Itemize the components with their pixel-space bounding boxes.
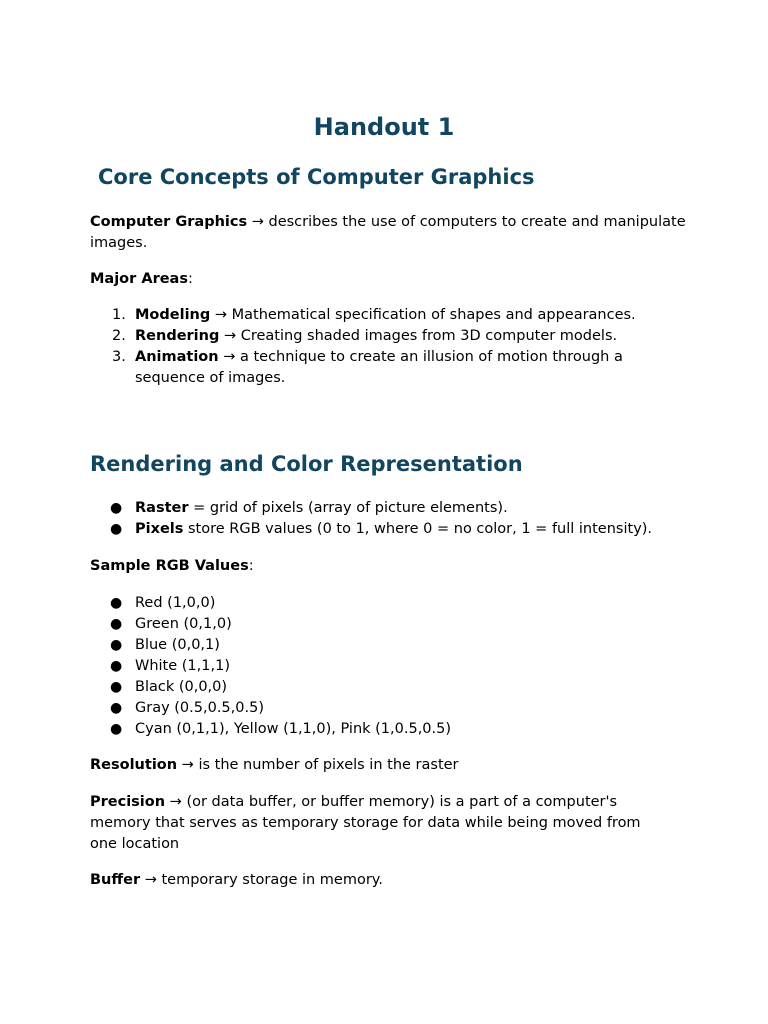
- list-number: 2.: [112, 328, 126, 344]
- list-item: [90, 614, 690, 635]
- buffer-text: → temporary storage in memory.: [140, 872, 383, 888]
- list-item: [90, 326, 690, 347]
- list-item: [90, 347, 690, 389]
- bullet-icon: ●: [110, 595, 123, 611]
- list-text: → Creating shaded images from 3D computer models.: [219, 328, 618, 344]
- major-areas-term: Major Areas: [90, 271, 188, 287]
- list-item: [90, 498, 690, 519]
- list-term: Pixels: [135, 521, 184, 537]
- list-item: [90, 593, 690, 614]
- precision-term: Precision: [90, 794, 166, 810]
- bullet-icon: ●: [110, 679, 123, 695]
- list-item: [90, 677, 690, 698]
- section-heading-rendering-text: Rendering and Color Representation: [90, 452, 523, 476]
- list-item: [90, 698, 690, 719]
- list-text: Red (1,0,0): [135, 595, 216, 611]
- list-text: → a technique to create an illusion of motion through a sequence of images.: [135, 349, 623, 386]
- list-text: store RGB values (0 to 1, where 0 = no color, 1 = full intensity).: [183, 521, 653, 537]
- major-areas-colon: :: [187, 271, 193, 287]
- definition-computer-graphics: [90, 212, 690, 254]
- precision-text: → (or data buffer, or buffer memory) is a part of a computer's memory that serves as temporary storage for data while being moved from one location: [90, 794, 641, 852]
- list-text: → Mathematical specification of shapes and appearances.: [210, 307, 636, 323]
- list-item: [90, 519, 690, 540]
- precision-definition: [90, 792, 670, 855]
- resolution-term: Resolution: [90, 757, 178, 773]
- bullet-icon: ●: [110, 721, 123, 737]
- term-computer-graphics: Computer Graphics: [90, 214, 248, 230]
- section-heading-core-concepts: Core Concepts of Computer Graphics: [98, 165, 535, 189]
- list-item: [90, 719, 690, 740]
- list-term: Modeling: [135, 307, 211, 323]
- list-text: Black (0,0,0): [135, 679, 228, 695]
- bullet-icon: ●: [110, 521, 123, 537]
- rgb-values-list: [90, 593, 690, 740]
- resolution-definition: [90, 755, 690, 776]
- bullet-icon: ●: [110, 700, 123, 716]
- resolution-text: → is the number of pixels in the raster: [177, 757, 459, 773]
- list-item: [90, 656, 690, 677]
- buffer-term: Buffer: [90, 872, 141, 888]
- definition-text: → describes the use of computers to create and manipulate images.: [90, 214, 686, 251]
- list-text: Blue (0,0,1): [135, 637, 220, 653]
- major-areas-label: [90, 269, 690, 290]
- list-item: [90, 635, 690, 656]
- list-number: 3.: [112, 349, 126, 365]
- section-heading-rendering: [90, 451, 523, 477]
- document-title: Handout 1: [313, 113, 455, 141]
- bullet-icon: ●: [110, 637, 123, 653]
- list-term: Animation: [135, 349, 219, 365]
- document-content: [90, 112, 690, 888]
- sample-rgb-term: Sample RGB Values: [90, 558, 249, 574]
- list-text: White (1,1,1): [135, 658, 230, 674]
- list-text: Cyan (0,1,1), Yellow (1,1,0), Pink (1,0.5,0.5): [135, 721, 452, 737]
- bullet-icon: ●: [110, 500, 123, 516]
- list-text: Green (0,1,0): [135, 616, 232, 632]
- list-text: Gray (0.5,0.5,0.5): [135, 700, 264, 716]
- bullet-icon: ●: [110, 658, 123, 674]
- list-item: [90, 305, 690, 326]
- bullet-icon: ●: [110, 616, 123, 632]
- list-text: = grid of pixels (array of picture elements).: [188, 500, 508, 516]
- raster-pixels-list: [90, 498, 690, 540]
- major-areas-list: [90, 305, 690, 389]
- buffer-definition: [90, 870, 690, 891]
- sample-rgb-colon: :: [248, 558, 254, 574]
- sample-rgb-label: [90, 556, 254, 577]
- list-term: Raster: [135, 500, 189, 516]
- list-term: Rendering: [135, 328, 220, 344]
- list-number: 1.: [112, 307, 126, 323]
